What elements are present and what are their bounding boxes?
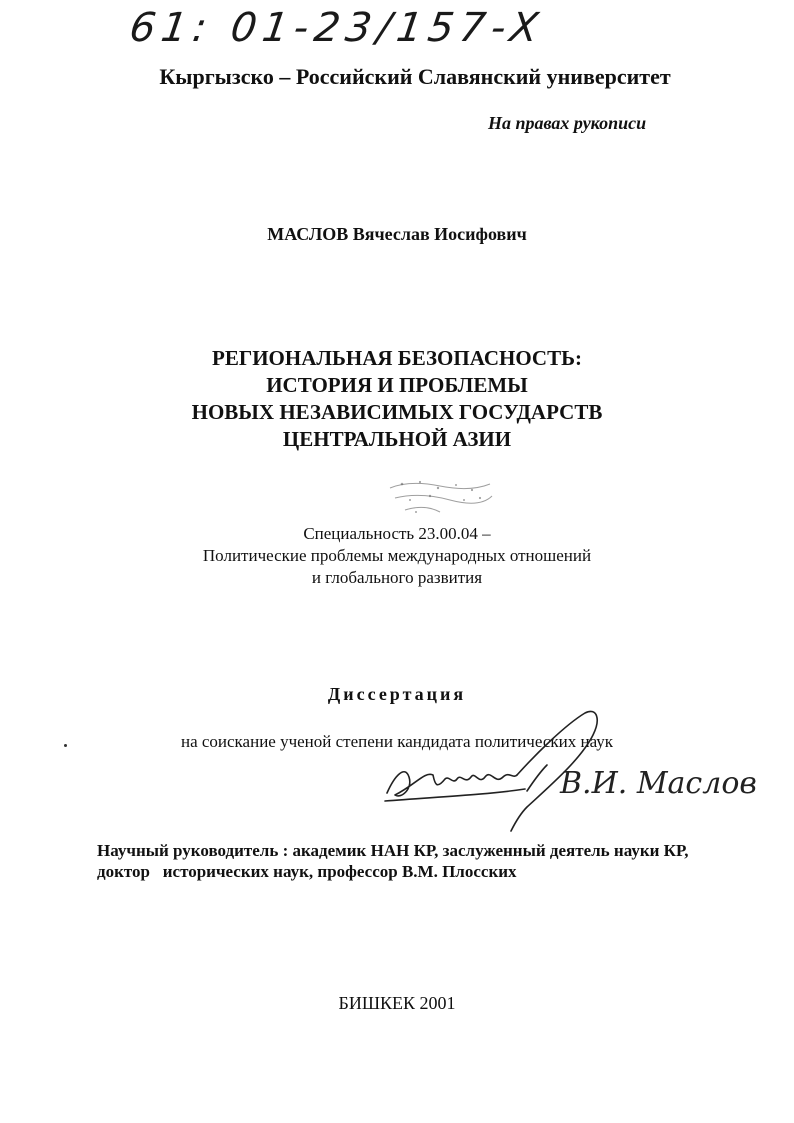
document-type: Диссертация xyxy=(327,684,467,704)
specialty-line: и глобального развития xyxy=(311,568,483,587)
handwritten-signature xyxy=(375,705,765,835)
specialty-block xyxy=(0,523,794,589)
title-line: НОВЫХ НЕЗАВИСИМЫХ ГОСУДАРСТВ xyxy=(191,400,603,424)
specialty-line: Специальность 23.00.04 – xyxy=(303,524,491,543)
dissertation-title xyxy=(0,345,794,453)
author-name: МАСЛОВ Вячеслав Иосифович xyxy=(267,224,527,244)
signature-name: В.И. Маслов xyxy=(560,766,757,801)
manuscript-note: На правах рукописи xyxy=(488,113,647,133)
handwritten-archive-code: 61: 01-23/157-X xyxy=(126,5,547,51)
city-and-year: БИШКЕК 2001 xyxy=(338,993,456,1013)
scientific-supervisor xyxy=(97,840,737,882)
university-name: Кыргызско – Российский Славянский университет xyxy=(159,64,671,89)
title-line: РЕГИОНАЛЬНАЯ БЕЗОПАСНОСТЬ: xyxy=(212,346,582,370)
title-line: ЦЕНТРАЛЬНОЙ АЗИИ xyxy=(282,427,512,451)
title-line: ИСТОРИЯ И ПРОБЛЕМЫ xyxy=(266,373,528,397)
supervisor-line: доктор исторических наук, профессор В.М. Плосских xyxy=(97,862,517,881)
specialty-line: Политические проблемы международных отношений xyxy=(202,546,592,565)
supervisor-line: Научный руководитель : академик НАН КР, заслуженный деятель науки КР, xyxy=(97,841,689,860)
faded-stamp-mark xyxy=(380,470,500,520)
degree-purpose: на соискание ученой степени кандидата политических наук xyxy=(180,732,614,751)
